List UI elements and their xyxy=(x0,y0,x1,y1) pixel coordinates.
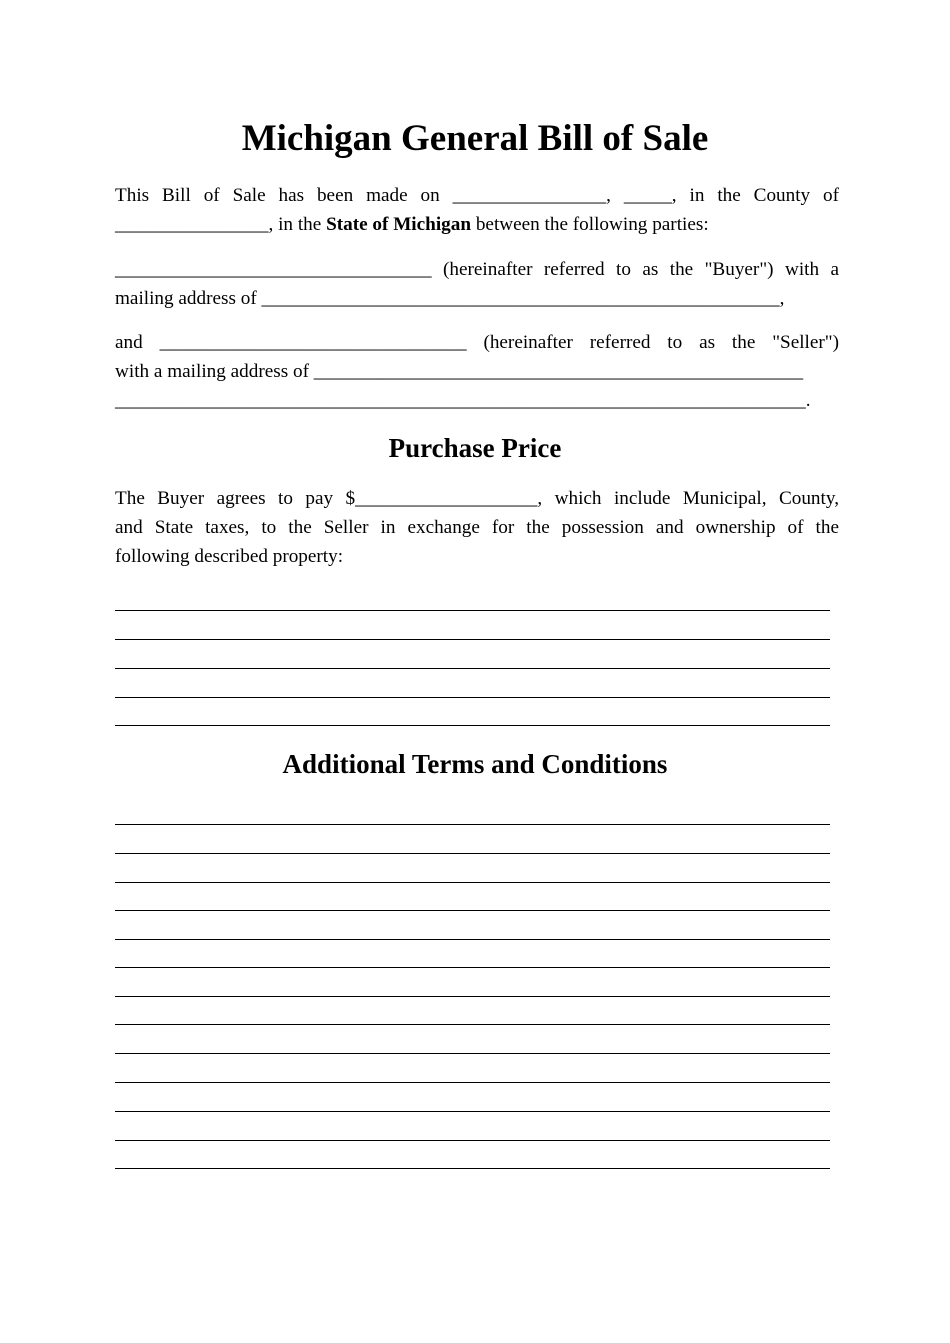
property-description-line[interactable] xyxy=(115,639,830,640)
purchase-line-3: following described property: xyxy=(115,546,344,567)
intro-line-2: ________________, in the State of Michigan between the following parties: xyxy=(115,214,709,235)
intro-paragraph xyxy=(115,181,839,239)
terms-line[interactable] xyxy=(115,939,830,940)
terms-line[interactable] xyxy=(115,910,830,911)
property-description-line[interactable] xyxy=(115,668,830,669)
purchase-price-paragraph xyxy=(115,484,839,571)
purchase-line-2: and State taxes, to the Seller in exchange for the possession and ownership of the xyxy=(115,517,839,538)
terms-line[interactable] xyxy=(115,1111,830,1112)
county-blank[interactable]: ________________, in the xyxy=(115,214,327,235)
terms-line[interactable] xyxy=(115,853,830,854)
seller-paragraph xyxy=(115,328,839,415)
buyer-name-blank[interactable]: _________________________________ xyxy=(115,259,432,280)
date-blank[interactable]: ________________, xyxy=(452,185,611,206)
additional-terms-heading: Additional Terms and Conditions xyxy=(282,749,668,779)
year-blank[interactable]: _____, xyxy=(623,185,677,206)
terms-line[interactable] xyxy=(115,1024,830,1025)
purchase-line-1[interactable]: The Buyer agrees to pay $___________________, which include Municipal, County, xyxy=(115,488,839,509)
terms-line[interactable] xyxy=(115,996,830,997)
buyer-address-line[interactable]: mailing address of ______________________________________________________, xyxy=(115,288,785,309)
seller-line-1: and ________________________________ (hereinafter referred to as the "Seller") xyxy=(115,332,840,353)
property-description-line[interactable] xyxy=(115,697,830,698)
seller-address-line-1[interactable]: with a mailing address of ___________________________________________________ xyxy=(115,361,804,382)
terms-line[interactable] xyxy=(115,882,830,883)
property-description-line[interactable] xyxy=(115,725,830,726)
purchase-price-heading: Purchase Price xyxy=(388,433,562,463)
intro-line-1: This Bill of Sale has been made on ________________, _____, in the County of xyxy=(115,185,840,206)
state-name: State of Michigan xyxy=(326,214,472,235)
terms-line[interactable] xyxy=(115,1168,830,1169)
seller-address-line-2[interactable]: ________________________________________________________________________. xyxy=(115,390,811,411)
terms-line[interactable] xyxy=(115,1082,830,1083)
terms-line[interactable] xyxy=(115,824,830,825)
document-title: Michigan General Bill of Sale xyxy=(241,118,709,159)
buyer-paragraph xyxy=(115,255,839,313)
terms-line[interactable] xyxy=(115,1053,830,1054)
property-description-line[interactable] xyxy=(115,610,830,611)
terms-line[interactable] xyxy=(115,1140,830,1141)
terms-line[interactable] xyxy=(115,967,830,968)
seller-name-blank[interactable]: ________________________________ xyxy=(159,332,467,353)
buyer-line-1: _________________________________ (hereinafter referred to as the "Buyer") with a xyxy=(115,259,839,280)
